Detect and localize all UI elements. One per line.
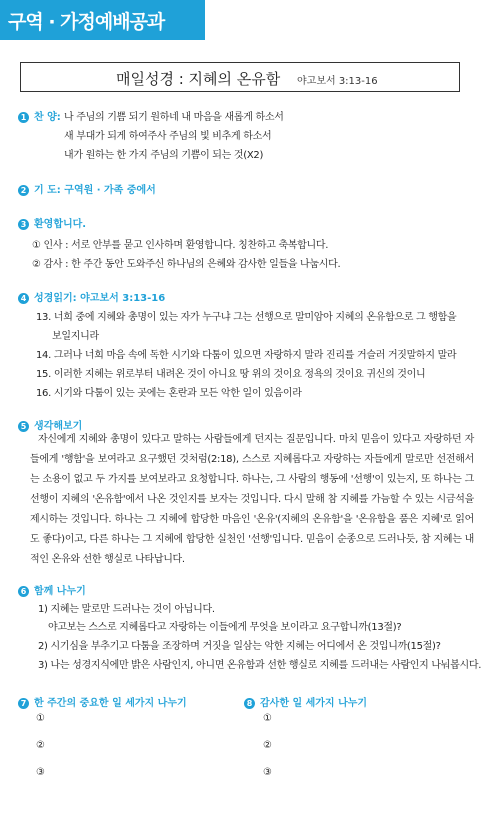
title-box — [20, 62, 460, 92]
header-title: 구역 · 가정예배공과 — [8, 11, 165, 33]
section-number: 4 — [18, 293, 29, 304]
section-number: 2 — [18, 185, 29, 196]
section-label: 함께 나누기 — [34, 586, 86, 597]
section-number: 8 — [244, 698, 255, 709]
welcome-item: ② 감사 : 한 주간 동안 도와주신 하나님의 은혜와 감사한 일들을 나눕시다. — [32, 259, 341, 270]
sharing-item: 야고보는 스스로 지혜롭다고 자랑하는 이들에게 무엇을 보이라고 요구합니까(13절)? — [48, 622, 402, 633]
hymn-line: 내가 원하는 한 가지 주님의 기쁨이 되는 것(X2) — [64, 150, 264, 161]
section-important-heading — [18, 694, 187, 709]
section-label: 찬 양: — [34, 112, 61, 123]
thanks-mark: ① — [263, 713, 272, 724]
section-label: 환영합니다. — [34, 219, 87, 230]
section-number: 7 — [18, 698, 29, 709]
section-hymn-heading — [18, 108, 61, 123]
section-prayer-heading — [18, 181, 156, 196]
important-mark: ① — [36, 713, 45, 724]
verse-line: 13. 너희 중에 지혜와 총명이 있는 자가 누구냐 그는 선행으로 말미암아 지혜의 온유함으로 그 행함을 — [36, 312, 457, 323]
thanks-mark: ③ — [263, 767, 272, 778]
verse-line: 14. 그러나 너희 마음 속에 독한 시기와 다툼이 있으면 자랑하지 말라 진리를 거슬러 거짓말하지 말라 — [36, 350, 457, 361]
section-number: 5 — [18, 421, 29, 432]
section-sharing-heading — [18, 582, 86, 597]
section-number: 6 — [18, 586, 29, 597]
section-label: 성경읽기: 야고보서 3:13-16 — [34, 293, 166, 304]
sharing-item: 1) 지혜는 말로만 드러나는 것이 아닙니다. — [38, 604, 215, 615]
sharing-item: 2) 시기심을 부추기고 다툼을 조장하며 거짓을 일삼는 악한 지혜는 어디에서 온 것입니까(15절)? — [38, 641, 441, 652]
important-mark: ③ — [36, 767, 45, 778]
lesson-reference: 야고보서 3:13-16 — [297, 76, 378, 87]
header-band — [0, 0, 205, 40]
section-label: 생각해보기 — [34, 421, 83, 432]
hymn-line: 새 부대가 되게 하여주사 주님의 빛 비추게 하소서 — [64, 131, 272, 142]
thanks-mark: ② — [263, 740, 272, 751]
reflection-paragraph: 자신에게 지혜와 총명이 있다고 말하는 사람들에게 던지는 질문입니다. 마치 믿음이 있다고 자랑하던 자들에게 '행함'을 보여라고 요구했던 것처럼(2:18), 스스로 지혜롭다고 자랑하는 자들에게 말로만 선전해서는 소용이 없고 두 가지를 보여보라고 요청합니다. 하나는, 그 사람의 행동에 '선행'이 있는지, 또 하나는 그 선행이 지혜의 '온유함'에서 나온 것인지를 보자는 것입니다. 다시 말해 참 지혜를 가늠할 수 있는 시금석을 제시하는 것입니다. 하나는 그 지혜에 합당한 마음인 '온유'(지혜의 온유함'을 '온유함을 품은 지혜'로 읽어도 좋다)이고, 다른 하나는 그 지혜에 합당한 실천인 '선행'입니다. 믿음이 순종으로 드러나듯, 참 지혜는 내적인 온유와 선한 행실로 나타납니다. — [30, 434, 474, 565]
section-label: 한 주간의 중요한 일 세가지 나누기 — [34, 698, 187, 709]
section-reading-heading — [18, 289, 165, 304]
lesson-title: 매일성경 : 지혜의 온유함 — [116, 70, 281, 88]
section-label: 감사한 일 세가지 나누기 — [260, 698, 368, 709]
verse-line: 보일지니라 — [52, 331, 99, 342]
section-thanks-heading — [244, 694, 367, 709]
important-mark: ② — [36, 740, 45, 751]
section-number: 3 — [18, 219, 29, 230]
sharing-item: 3) 나는 성경지식에만 밝은 사람인지, 아니면 온유함과 선한 행실로 지혜를 드러내는 사람인지 나눠봅시다. — [38, 660, 482, 671]
section-number: 1 — [18, 112, 29, 123]
welcome-item: ① 인사 : 서로 안부를 묻고 인사하며 환영합니다. 칭찬하고 축복합니다. — [32, 240, 329, 251]
section-label: 기 도: 구역원 · 가족 중에서 — [34, 185, 156, 196]
verse-line: 16. 시기와 다툼이 있는 곳에는 혼란과 모든 악한 일이 있음이라 — [36, 388, 302, 399]
hymn-line: 나 주님의 기쁨 되기 원하네 내 마음을 새롭게 하소서 — [64, 112, 284, 123]
verse-line: 15. 이러한 지혜는 위로부터 내려온 것이 아니요 땅 위의 것이요 정욕의 것이요 귀신의 것이니 — [36, 369, 426, 380]
section-welcome-heading — [18, 215, 86, 230]
